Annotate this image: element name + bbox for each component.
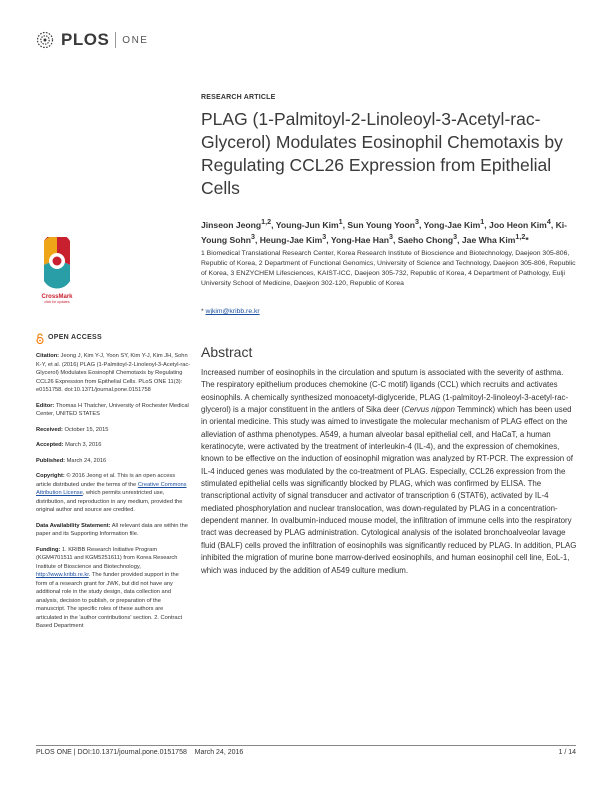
received-date: October 15, 2015: [64, 426, 109, 433]
copyright-label: Copyright:: [36, 473, 65, 479]
received-label: Received:: [36, 426, 63, 433]
published-date: March 24, 2016: [66, 457, 107, 464]
article-type: RESEARCH ARTICLE: [201, 94, 276, 101]
article-title: PLAG (1-Palmitoyl-2-Linoleoyl-3-Acetyl-rac-Glycerol) Modulates Eosinophil Chemotaxis by Regulating CCL26 Expression from Epithelial Cells: [201, 109, 563, 198]
logo-text: PLOS: [61, 30, 110, 49]
affiliations: 1 Biomedical Translational Research Center, Korea Research Institute of Bioscience and Biotechnology, Daejeon 305-806, Republic of Korea, 2 Department of Functional Genomics, University of Science and Technology, Daejeon 305-806, Republic of Korea, 3 ENZYCHEM Lifesciences, KAIST-ICC, Daejeon 305-732, Republic of Korea, 4 Department of Pathology, Eulji University School of Medicine, Daejeon 302-120, Republic of Korea: [201, 250, 576, 287]
corresponding-marker: *: [201, 308, 204, 315]
crossmark-label: CrossMark: [41, 294, 73, 300]
sidebar: [36, 333, 191, 638]
editor-block: [36, 402, 191, 419]
copyright-text-end: , which permits unrestricted use, distribution, and reproduction in any medium, provided the original author and source are credited.: [36, 490, 183, 513]
funding-label: Funding:: [36, 546, 61, 553]
accepted-block: [36, 441, 191, 450]
open-access-badge: [36, 333, 191, 344]
data-availability-block: [36, 522, 191, 539]
copyright-text: © 2016 Jeong et al. This is an open access article distributed under the terms of the: [36, 473, 176, 488]
abstract-heading: Abstract: [201, 344, 253, 360]
open-access-label: OPEN ACCESS: [48, 334, 102, 342]
published-label: Published:: [36, 457, 66, 464]
logo-separator: [115, 32, 116, 48]
crossmark-badge[interactable]: [36, 237, 78, 304]
license-link[interactable]: Creative Commons Attribution License: [36, 481, 187, 496]
data-availability-label: Data Availability Statement:: [36, 522, 111, 529]
funder-link[interactable]: http://www.kribb.re.kr: [36, 572, 89, 578]
corresponding-email-link[interactable]: wjkim@kribb.re.kr: [205, 308, 260, 315]
corresponding-author: [201, 308, 260, 315]
abstract-body: Increased number of eosinophils in the circulation and sputum is associated with the severity of asthma. The respiratory epithelium produces chemokine (C-C motif) ligands (CCL) which recruits and activates eosinophils. A chemically synthesized monoacetyl-diglyceride, PLAG (1-palmitoyl-2-linoleoyl-3-acetyl-rac-glycerol) is a major constituent in the antlers of Sika deer (Cervus nippon Temminck) which has been used in oriental medicine. This study was aimed to investigate the molecular mechanism of PLAG effect on the alleviation of asthma phenotypes. A549, a human alveolar basal epithelial cell, and HaCaT, a human keratinocyte, were activated by the treatment of interleukin-4 (IL-4), and the expression of chemokines, known to be effective on the induction of eosinophil migration was analyzed by RT-PCR. The expression of IL-4 induced genes was modulated by the co-treatment of PLAG. Especially, CCL26 expression from the stimulated epithelial cells was significantly blocked by PLAG, which was confirmed by ELISA. The transcriptional activity of signal transducer and activator of transcription 6 (STAT6), activated by IL-4 mediated phosphorylation and nuclear translocation, was down-regulated by PLAG in a concentration-dependent manner. In ovalbumin-induced mouse model, the infiltration of immune cells into the respiratory tract was decreased by PLAG administration. Cytological analysis of the isolated bronchoalveolar lavage fluid (BALF) cells proved the infiltration of eosinophils was significantly reduced by PLAG. In addition, PLAG inhibited the migration of murine bone marrow-derived eosinophils, and human eosinophil cell line, EoL-1, which was induced by the addition of A549 culture medium.: [201, 368, 577, 575]
funding-text-end: . The funder provided support in the form of a research grant for JWK, but did not have any additional role in the study design, data collection and analysis, decision to publish, or preparation of the manuscript. The specific roles of these authors are articulated in the 'author contributions' section. 2. Contract Based Department: [36, 572, 183, 629]
plos-logo[interactable]: [36, 30, 148, 50]
footer-citation: PLOS ONE | DOI:10.1371/journal.pone.0151758 March 24, 2016: [36, 749, 244, 756]
received-block: [36, 426, 191, 435]
page-number: 1 / 14: [558, 749, 576, 756]
crossmark-sublabel: click for updates: [44, 300, 70, 304]
funding-block: [36, 546, 191, 631]
journal-name: ONE: [122, 34, 149, 46]
funding-text: 1. KRIBB Research Initiative Program (KGM4701511 and KGM5251611) from Korea Research Institute of Bioscience and Biotechnology,: [36, 546, 178, 570]
footer-divider: [36, 745, 576, 746]
published-block: [36, 457, 191, 466]
citation-label: Citation:: [36, 353, 60, 359]
open-lock-icon: [36, 333, 44, 344]
author-list: Jinseon Jeong$^{1,2}$, Young-Jun Kim$^1$, Sun Young Yoon$^3$, Yong-Jae Kim$^1$, Joo Heon Kim$^4$, Ki-Young Sohn$^3$, Heung-Jae Kim$^3$, Yong-Hae Han$^3$, Saeho Chong$^3$, Jae Wha Kim$^{1,2}$*: [201, 218, 568, 245]
accepted-label: Accepted:: [36, 442, 64, 448]
accepted-date: March 3, 2016: [65, 442, 102, 448]
data-availability-text: All relevant data are within the paper and its Supporting Information file.: [36, 522, 188, 537]
plos-dots-icon: [36, 31, 58, 49]
editor-label: Editor:: [36, 402, 55, 409]
editor-text: Thomas H Thatcher, University of Rochester Medical Center, UNITED STATES: [36, 402, 189, 417]
citation-block: [36, 352, 191, 395]
citation-text: Jeong J, Kim Y-J, Yoon SY, Kim Y-J, Kim JH, Sohn K-Y, et al. (2016) PLAG (1-Palmitoyl-2-Linoleoyl-3-Acetyl-rac-Glycerol) Modulates Eosinophil Chemotaxis by Regulating CCL26 Expression from Epithelial Cells. PLoS ONE 11(3): e0151758. doi:10.1371/journal.pone.0151758: [36, 353, 191, 393]
copyright-block: [36, 472, 191, 515]
crossmark-icon: [36, 237, 78, 291]
